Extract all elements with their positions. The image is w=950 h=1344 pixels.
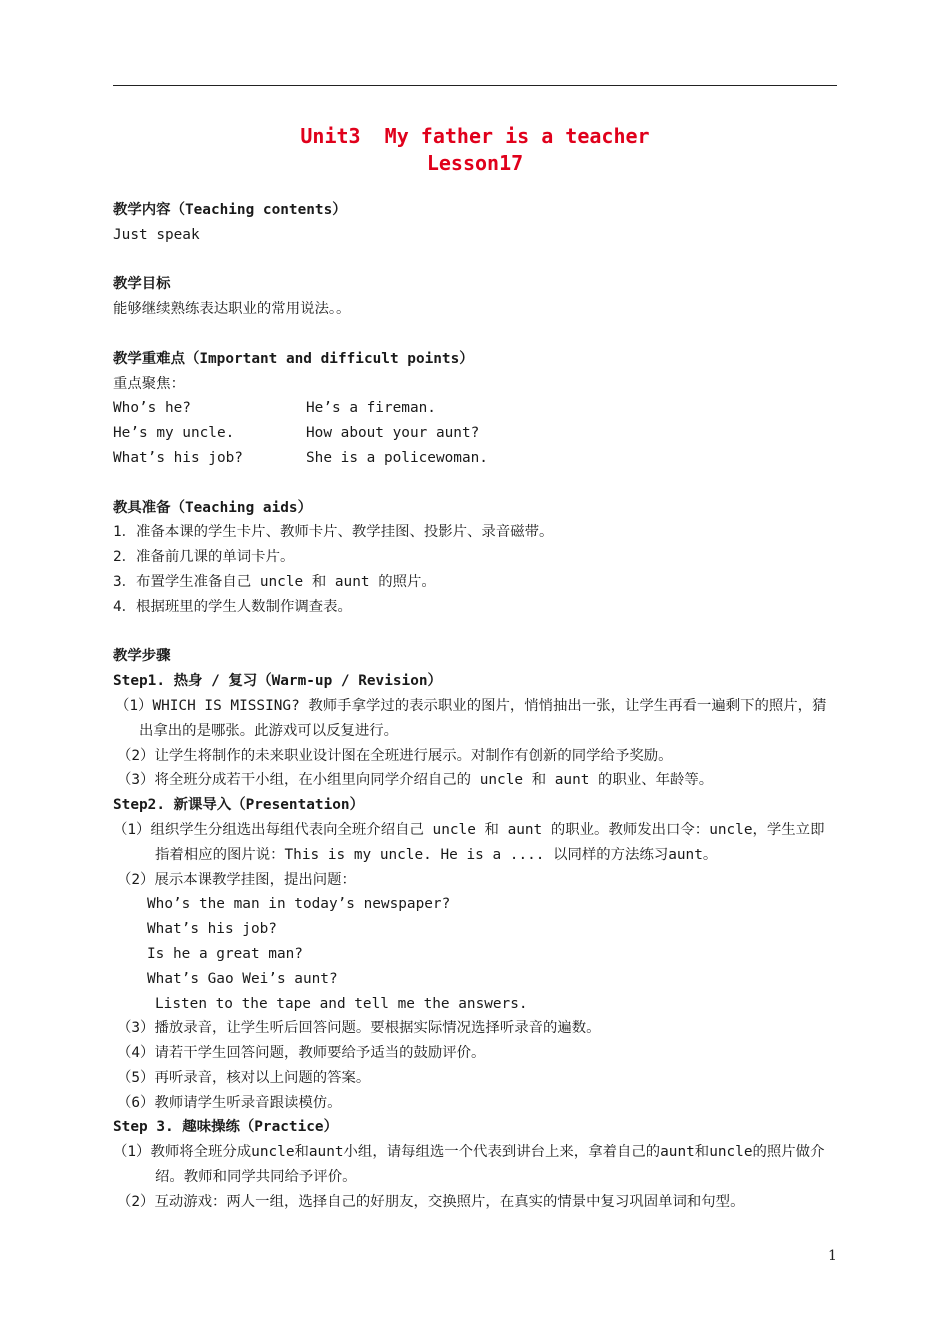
aids-item: 4．根据班里的学生人数制作调查表。 [113,598,352,615]
step1-item: （3）将全班分成若干小组，在小组里向同学介绍自己的 uncle 和 aunt 的职业、年龄等。 [117,772,714,789]
document-body [113,198,837,1215]
step1-item: （1）WHICH IS MISSING? 教师手拿学过的表示职业的图片，悄悄抽出一张，让学生再看一遍剩下的照片，猜出拿出的是哪张。此游戏可以反复进行。 [115,697,827,739]
sentence-left: Who’s he? [113,400,191,417]
focus-label: 重点聚焦： [113,375,185,392]
step2-item: （1）组织学生分组选出每组代表向全班介绍自己 uncle 和 aunt 的职业。教师发出口令：uncle，学生立即指着相应的图片说：This is my uncle. He is a .... 以同样的方法练习aunt。 [113,821,825,863]
heading-step1: Step1. 热身 / 复习（Warm-up / Revision） [113,673,442,690]
question-line: What’s Gao Wei’s aunt? [147,970,338,987]
sentence-left: What’s his job? [113,449,243,466]
step2-item: （4）请若干学生回答问题，教师要给予适当的鼓励评价。 [117,1045,486,1062]
heading-step2: Step2. 新课导入（Presentation） [113,797,364,814]
header-rule [113,85,837,86]
heading-teaching-goals: 教学目标 [113,276,171,293]
question-line: Who’s the man in today’s newspaper? [147,896,451,913]
page-number: 1 [828,1248,837,1264]
aids-item: 1．准备本课的学生卡片、教师卡片、教学挂图、投影片、录音磁带。 [113,524,554,541]
sentence-right: She is a policewoman. [306,449,488,466]
step2-item: （6）教师请学生听录音跟读模仿。 [117,1094,342,1111]
step2-item: （5）再听录音，核对以上问题的答案。 [117,1069,371,1086]
heading-teaching-steps: 教学步骤 [113,648,171,665]
teaching-contents-text: Just speak [113,226,200,243]
heading-teaching-aids: 教具准备（Teaching aids） [113,499,312,516]
title-unit: Unit3 My father is a teacher [300,124,650,148]
sentence-right: How about your aunt? [306,425,480,442]
teaching-goals-text: 能够继续熟练表达职业的常用说法。。 [113,301,351,318]
step3-item: （2）互动游戏：两人一组，选择自己的好朋友，交换照片，在真实的情景中复习巩固单词和句型。 [117,1193,745,1210]
sentence-pair [113,446,837,471]
step2-item: （2）展示本课教学挂图，提出问题： [117,871,356,888]
sentence-pair [113,421,837,446]
step1-item: （2）让学生将制作的未来职业设计图在全班进行展示。对制作有创新的同学给予奖励。 [117,747,673,764]
aids-item: 3．布置学生准备自己 uncle 和 aunt 的照片。 [113,573,436,590]
sentence-left: He’s my uncle. [113,425,235,442]
question-line: What’s his job? [147,921,277,938]
title-lesson: Lesson17 [426,151,524,175]
step3-item: （1）教师将全班分成uncle和aunt小组，请每组选一个代表到讲台上来，拿着自己的aunt和uncle的照片做介绍。教师和同学共同给予评价。 [113,1144,825,1186]
heading-step3: Step 3. 趣味操练（Practice） [113,1119,338,1136]
question-line: Is he a great man? [147,945,303,962]
heading-important-points: 教学重难点（Important and difficult points） [113,350,474,367]
heading-teaching-contents: 教学内容（Teaching contents） [113,202,347,218]
sentence-right: He’s a fireman. [306,400,436,417]
sentence-pair [113,396,837,421]
step2-item: （3）播放录音，让学生听后回答问题。要根据实际情况选择听录音的遍数。 [117,1020,601,1037]
aids-item: 2．准备前几课的单词卡片。 [113,549,295,566]
listen-instruction: Listen to the tape and tell me the answers. [155,995,528,1012]
